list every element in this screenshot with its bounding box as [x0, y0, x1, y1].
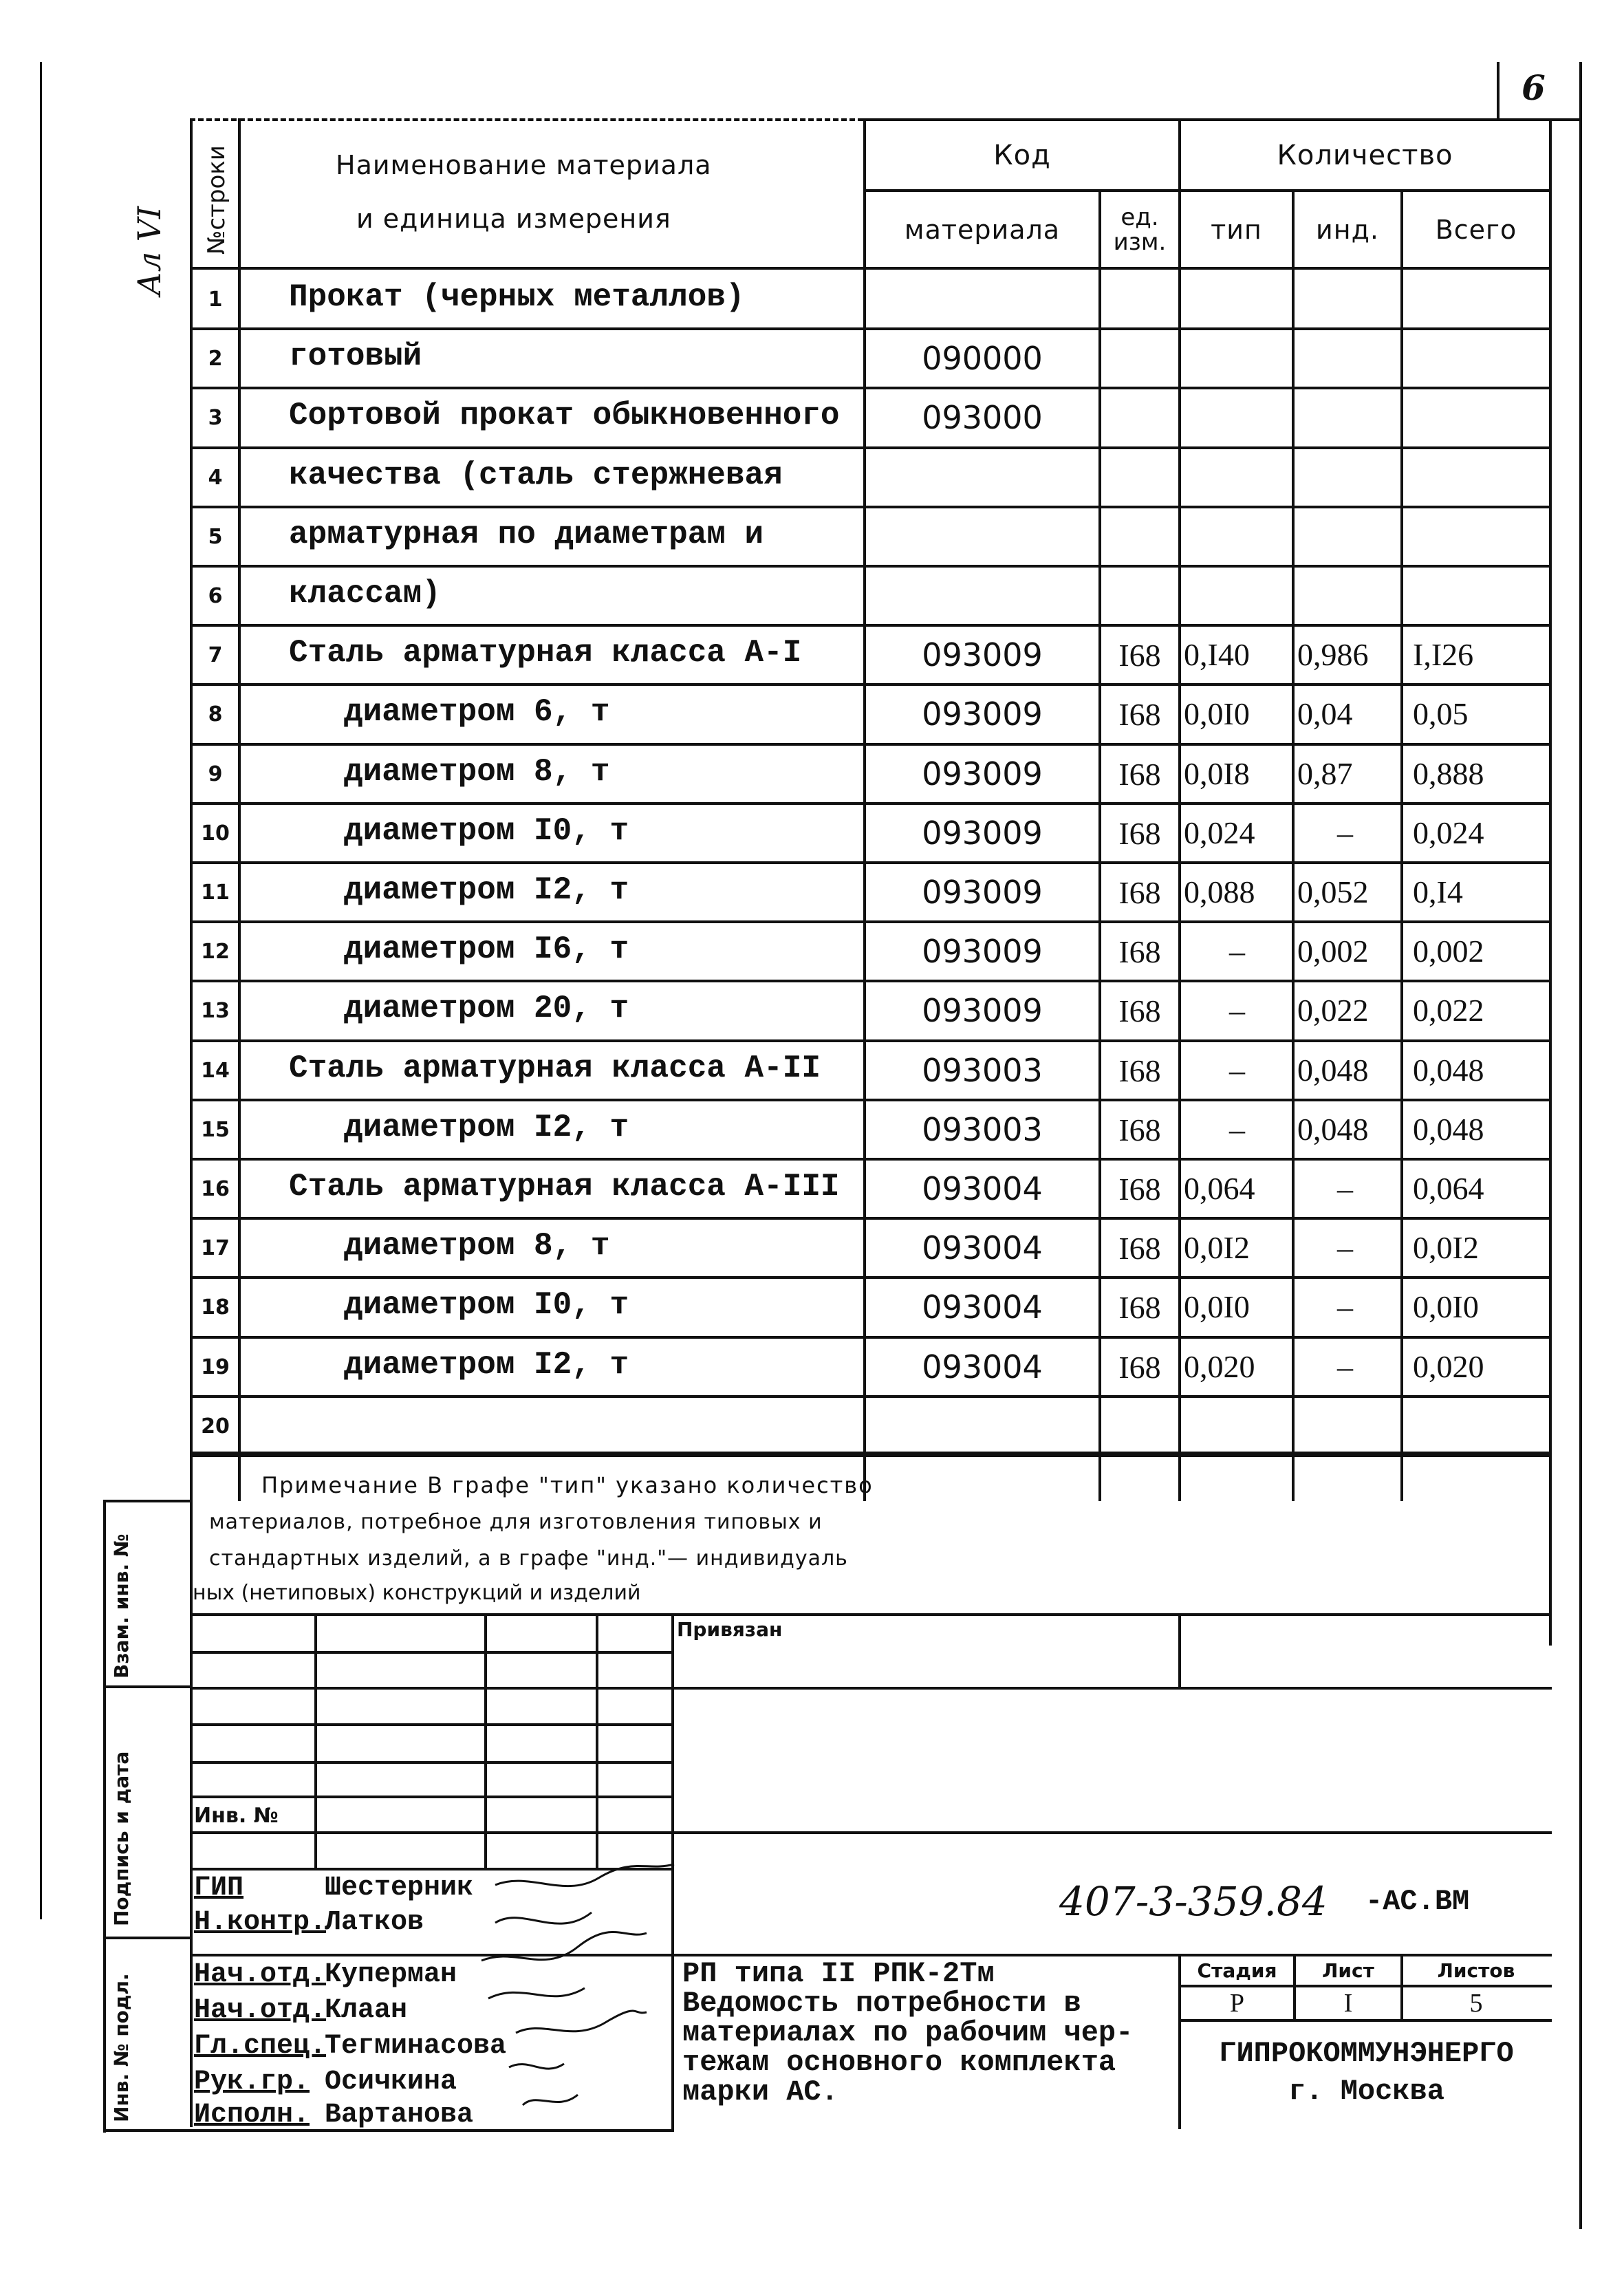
side-strip-div2 — [103, 1937, 193, 1939]
material-code: 090000 — [922, 340, 1043, 377]
qty-total: 0,0I0 — [1413, 1289, 1479, 1324]
signer-role: Н.контр. — [194, 1907, 327, 1938]
material-code: 093009 — [922, 874, 1043, 911]
note-line-2: материалов, потребное для изготовления типовых и — [209, 1510, 823, 1534]
header-top-line-dashed — [190, 118, 863, 121]
header-material-name-2: и единица измерения — [356, 204, 671, 234]
unit-code: I68 — [1118, 874, 1161, 910]
material-code: 093003 — [922, 1111, 1043, 1148]
signer-role: Нач.отд. — [194, 1959, 327, 1990]
header-code-material: материала — [904, 214, 1061, 245]
qty-type: 0,0I2 — [1184, 1230, 1250, 1265]
qty-individual: 0,022 — [1297, 993, 1369, 1028]
material-name: Прокат (черных металлов) — [289, 279, 745, 315]
row-number: 14 — [201, 1058, 230, 1083]
material-code — [866, 270, 1098, 329]
material-name: арматурная по диаметрам и — [289, 517, 764, 552]
material-name: диаметром I2, т — [344, 1110, 629, 1145]
material-name: диаметром I0, т — [344, 813, 629, 849]
row-number: 8 — [208, 702, 223, 726]
row-number: 18 — [201, 1295, 230, 1319]
material-code: 093004 — [922, 1229, 1043, 1266]
qty-individual: 0,986 — [1297, 637, 1369, 672]
row-number: 5 — [208, 524, 223, 549]
signer-role: Рук.гр. — [194, 2067, 310, 2098]
qty-individual: – — [1337, 1349, 1353, 1384]
material-code: 093003 — [922, 1052, 1043, 1089]
side-label-podpis: Подпись и дата — [110, 1751, 133, 1926]
qty-total: 0,048 — [1413, 1112, 1484, 1147]
signer-name: Латков — [325, 1907, 424, 1938]
qty-total: 0,064 — [1413, 1171, 1484, 1206]
qty-total: 0,048 — [1413, 1053, 1484, 1088]
unit-code — [1101, 566, 1178, 625]
qty-total: 0,002 — [1413, 934, 1484, 969]
signer-name: Клаан — [325, 1995, 408, 2026]
org-line-2: г. Москва — [1288, 2075, 1444, 2108]
row-number: 6 — [208, 583, 223, 608]
header-unit: ед. изм. — [1113, 203, 1167, 256]
material-name: классам) — [289, 576, 441, 612]
row-number: 19 — [201, 1355, 230, 1379]
signer-role: Нач.отд. — [194, 1995, 327, 2026]
row-number: 9 — [208, 762, 223, 786]
stamp-top-line — [190, 1613, 1552, 1616]
side-strip-top — [103, 1500, 193, 1502]
sheet-label: Лист — [1322, 1959, 1374, 1982]
qty-total: I,I26 — [1413, 637, 1474, 672]
title-line-4: тежам основного комплекта — [682, 2046, 1116, 2079]
qty-type: – — [1229, 1112, 1245, 1147]
unit-code: I68 — [1118, 1289, 1161, 1325]
signer-name: Шестерник — [325, 1873, 474, 1904]
material-name: Сталь арматурная класса А-I — [289, 635, 802, 671]
row-number: 7 — [208, 643, 223, 667]
row-number: 12 — [201, 939, 230, 964]
qty-individual: – — [1337, 1171, 1353, 1206]
material-code — [866, 566, 1098, 625]
qty-total: 0,888 — [1413, 756, 1484, 791]
sig-row-6 — [190, 1831, 1552, 1834]
unit-code: I68 — [1118, 993, 1161, 1028]
doc-code: 407-3-359.84 — [1059, 1878, 1328, 1925]
row-number: 1 — [208, 287, 223, 312]
unit-code — [1101, 1397, 1178, 1456]
unit-code — [1101, 448, 1178, 507]
unit-code — [1101, 388, 1178, 447]
material-code: 093009 — [922, 696, 1043, 733]
signer-name: Тегминасова — [325, 2031, 507, 2062]
material-code: 093004 — [922, 1170, 1043, 1207]
qty-individual: 0,052 — [1297, 874, 1369, 909]
privyazan-right — [1178, 1613, 1181, 1689]
signer-role: Гл.спец. — [194, 2031, 327, 2062]
unit-code: I68 — [1118, 637, 1161, 673]
side-strip-div1 — [103, 1685, 193, 1688]
sig-row-4 — [190, 1761, 671, 1764]
material-name: Сортовой прокат обыкновенного — [289, 398, 840, 433]
material-code: 093009 — [922, 933, 1043, 970]
qty-type: 0,088 — [1184, 874, 1255, 909]
material-code: 093004 — [922, 1348, 1043, 1386]
qty-type: 0,0I0 — [1184, 696, 1250, 731]
row-number: 11 — [201, 880, 230, 905]
qty-individual: 0,002 — [1297, 934, 1369, 969]
material-code: 093004 — [922, 1289, 1043, 1326]
qty-type: 0,0I0 — [1184, 1289, 1250, 1324]
material-name: диаметром 8, т — [344, 754, 610, 790]
row-number: 3 — [208, 405, 223, 430]
row-number: 15 — [201, 1117, 230, 1142]
material-name: диаметром 20, т — [344, 991, 629, 1026]
unit-code — [1101, 507, 1178, 566]
row-number: 2 — [208, 346, 223, 371]
sheets-value: 5 — [1469, 1989, 1483, 2018]
privyazan-label: Привязан — [677, 1618, 783, 1641]
row-number: 17 — [201, 1236, 230, 1260]
org-line-1: ГИПРОКОММУНЭНЕРГО — [1219, 2037, 1514, 2070]
qty-individual: 0,048 — [1297, 1053, 1369, 1088]
qty-col-line — [1178, 118, 1181, 1501]
material-code — [866, 448, 1098, 507]
row-number: 4 — [208, 465, 223, 490]
sig-row-1 — [190, 1651, 671, 1654]
title-line-1: РП типа II РПК-2Тм — [682, 1957, 995, 1990]
table-bottom-line — [190, 1452, 1552, 1454]
inv-no-label: Инв. № — [194, 1804, 279, 1828]
unit-code: I68 — [1118, 815, 1161, 851]
signer-name: Куперман — [325, 1959, 457, 1990]
qty-total: 0,0I2 — [1413, 1230, 1479, 1265]
rowno-col-line — [238, 118, 241, 1501]
qty-total: 0,I4 — [1413, 874, 1463, 909]
material-name: диаметром I0, т — [344, 1287, 629, 1323]
side-strip-left — [103, 1500, 106, 2133]
frame-left-border — [40, 62, 42, 1919]
frame-right-border — [1579, 62, 1582, 2229]
qty-type: 0,0I8 — [1184, 756, 1250, 791]
side-label-inv-podl: Инв. № подл. — [110, 1973, 133, 2122]
qty-individual: – — [1337, 1230, 1353, 1265]
title-line-3: материалах по рабочим чер- — [682, 2016, 1134, 2049]
signer-name: Вартанова — [325, 2100, 474, 2131]
unit-code: I68 — [1118, 1349, 1161, 1385]
stage-row-2 — [1178, 2019, 1552, 2022]
stage-value: Р — [1229, 1989, 1245, 2018]
title-line-5: марки АС. — [682, 2075, 838, 2109]
sig-row-5 — [190, 1796, 671, 1798]
header-total: Всего — [1435, 214, 1517, 245]
corner-box-left — [1497, 62, 1500, 120]
side-label-vzam: Взам. инв. № — [110, 1533, 133, 1679]
material-name: диаметром I6, т — [344, 931, 629, 967]
stage-label: Стадия — [1197, 1959, 1277, 1982]
unit-code — [1101, 329, 1178, 388]
table-right-line — [1549, 118, 1552, 1646]
material-name: готовый — [289, 338, 422, 374]
material-name: диаметром I2, т — [344, 1347, 629, 1383]
signer-role: Исполн. — [194, 2100, 310, 2131]
header-material-name-1: Наименование материала — [336, 150, 712, 180]
qty-type: – — [1229, 993, 1245, 1028]
qty-type: 0,064 — [1184, 1171, 1255, 1206]
unit-code: I68 — [1118, 756, 1161, 792]
note-line-3: стандартных изделий, а в графе "инд."— индивидуаль — [209, 1546, 848, 1571]
material-code — [866, 507, 1098, 566]
qty-total: 0,024 — [1413, 815, 1484, 850]
qty-individual: 0,048 — [1297, 1112, 1369, 1147]
header-row-no: №строки — [203, 145, 230, 255]
material-name: Сталь арматурная класса А-III — [289, 1169, 840, 1205]
signer-name: Осичкина — [325, 2067, 457, 2098]
note-line-4: ных (нетиповых) конструкций и изделий — [193, 1581, 641, 1605]
qty-type: 0,024 — [1184, 815, 1255, 850]
unit-code: I68 — [1118, 1171, 1161, 1207]
unit-code — [1101, 270, 1178, 329]
sheets-label: Листов — [1437, 1959, 1515, 1982]
sig-row-3 — [190, 1723, 671, 1726]
row-number: 10 — [201, 821, 230, 845]
note-line-1: Примечание В графе "тип" указано количество — [261, 1472, 874, 1498]
material-name: диаметром 8, т — [344, 1228, 610, 1264]
qty-total: 0,020 — [1413, 1349, 1484, 1384]
material-code: 093009 — [922, 992, 1043, 1029]
doc-suffix: -АС.ВМ — [1365, 1885, 1470, 1918]
qty-type: – — [1229, 1053, 1245, 1088]
sig-row-2 — [190, 1687, 1552, 1690]
qty-individual: – — [1337, 815, 1353, 850]
unit-code: I68 — [1118, 1230, 1161, 1266]
unit-code: I68 — [1118, 934, 1161, 969]
material-name: качества (сталь стержневая — [289, 457, 783, 493]
header-type: тип — [1211, 214, 1262, 245]
handwritten-signatures — [468, 1857, 688, 2133]
qty-individual: 0,87 — [1297, 756, 1353, 791]
row-number: 20 — [201, 1414, 230, 1438]
signer-role: ГИП — [194, 1873, 244, 1904]
sheet-value: I — [1343, 1989, 1353, 2018]
material-code: 093000 — [922, 399, 1043, 436]
material-name: диаметром 6, т — [344, 694, 610, 730]
row-number: 16 — [201, 1176, 230, 1201]
material-code: 093009 — [922, 636, 1043, 673]
qty-total: 0,022 — [1413, 993, 1484, 1028]
left-margin-mark: Ал VI — [131, 206, 168, 296]
qty-type: 0,I40 — [1184, 637, 1250, 672]
unit-code: I68 — [1118, 1112, 1161, 1147]
qty-total: 0,05 — [1413, 696, 1469, 731]
material-name: Сталь арматурная класса А-II — [289, 1050, 821, 1086]
row-number: 13 — [201, 998, 230, 1023]
qty-individual: – — [1337, 1289, 1353, 1324]
material-code: 093009 — [922, 815, 1043, 852]
qty-individual: 0,04 — [1297, 696, 1353, 731]
sheet-corner-number: 6 — [1522, 67, 1546, 108]
title-line-2: Ведомость потребности в — [682, 1987, 1081, 2020]
material-code: 093009 — [922, 755, 1043, 793]
qty-type: – — [1229, 934, 1245, 969]
unit-code: I68 — [1118, 1053, 1161, 1088]
material-name: диаметром I2, т — [344, 872, 629, 908]
material-code — [866, 1397, 1098, 1456]
unit-code: I68 — [1118, 696, 1161, 732]
qty-type: 0,020 — [1184, 1349, 1255, 1384]
header-quantity: Количество — [1277, 139, 1453, 171]
header-individual: инд. — [1316, 214, 1379, 245]
header-code: Код — [993, 139, 1051, 171]
